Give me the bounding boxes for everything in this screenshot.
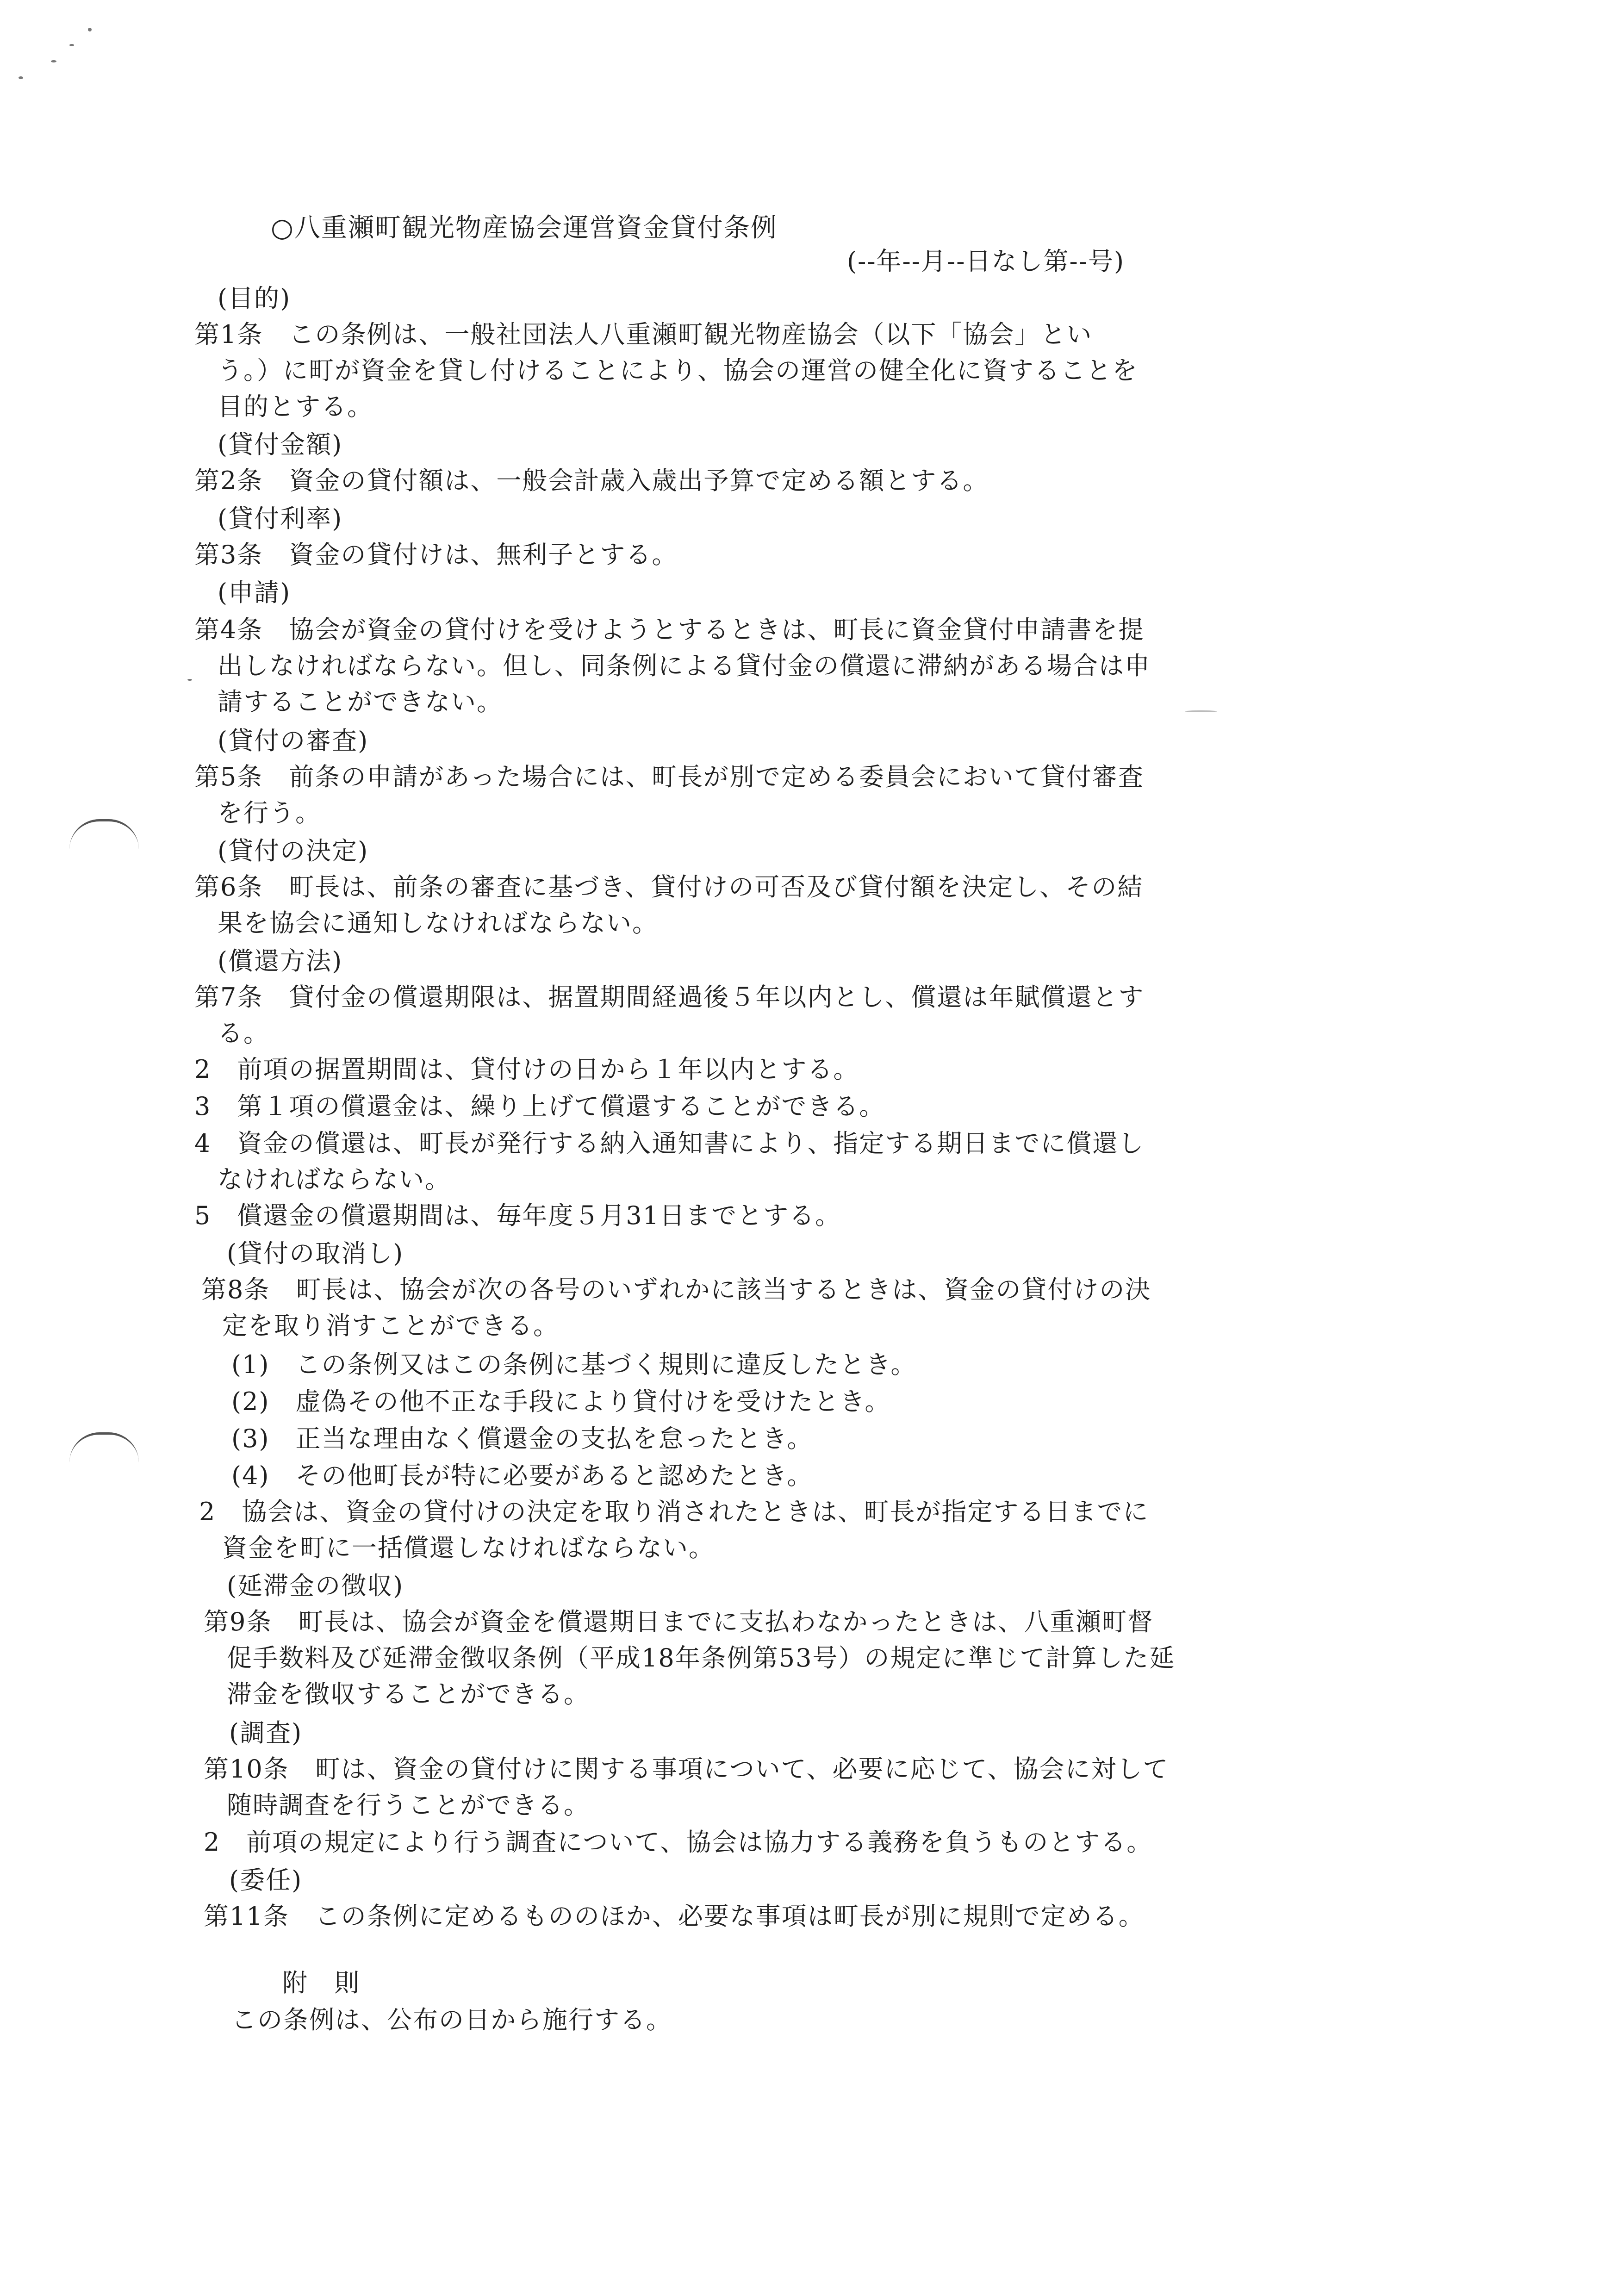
article-7-para-4-line-1: 4 資金の償還は、町長が発行する納入通知書により、指定する期日までに償還し bbox=[194, 1129, 1145, 1158]
scan-speck bbox=[19, 76, 23, 79]
article-9-line-1: 第9条 町長は、協会が資金を償還期日までに支払わなかったときは、八重瀬町督 bbox=[204, 1607, 1154, 1636]
article-1-line-2: う。）に町が資金を貸し付けることにより、協会の運営の健全化に資することを bbox=[218, 356, 1138, 385]
heading-loan-amount: (貸付金額) bbox=[218, 430, 343, 459]
binder-hole-bottom bbox=[69, 1432, 139, 1462]
article-5-line-1: 第5条 前条の申請があった場合には、町長が別で定める委員会において貸付審査 bbox=[194, 762, 1144, 791]
article-6-line-2: 果を協会に通知しなければならない。 bbox=[218, 908, 658, 938]
article-4-line-1: 第4条 協会が資金の貸付けを受けようとするときは、町長に資金貸付申請書を提 bbox=[194, 615, 1145, 644]
document-title: ○八重瀬町観光物産協会運営資金貸付条例 bbox=[271, 213, 778, 243]
supplementary-text: この条例は、公布の日から施行する。 bbox=[231, 2005, 672, 2034]
article-10-line-2: 随時調査を行うことができる。 bbox=[227, 1791, 590, 1820]
article-7-line-1: 第7条 貸付金の償還期限は、据置期間経過後５年以内とし、償還は年賦償還とす bbox=[194, 982, 1145, 1012]
heading-delegation: (委任) bbox=[229, 1865, 303, 1895]
heading-application: (申請) bbox=[218, 578, 291, 607]
article-8-item-1: (1) この条例又はこの条例に基づく規則に違反したとき。 bbox=[231, 1350, 917, 1379]
article-7-para-4-line-2: なければならない。 bbox=[218, 1165, 451, 1194]
heading-purpose: (目的) bbox=[218, 284, 291, 313]
article-8-line-1: 第8条 町長は、協会が次の各号のいずれかに該当するときは、資金の貸付けの決 bbox=[201, 1275, 1151, 1304]
article-7-line-2: る。 bbox=[218, 1019, 269, 1048]
article-4-line-2: 出しなければならない。但し、同条例による貸付金の償還に滞納がある場合は申 bbox=[218, 651, 1151, 680]
supplementary-heading: 附 則 bbox=[282, 1968, 360, 1997]
article-9-line-2: 促手数料及び延滞金徴収条例（平成18年条例第53号）の規定に準じて計算した延 bbox=[227, 1643, 1176, 1673]
article-10-para-2: 2 前項の規定により行う調査について、協会は協力する義務を負うものとする。 bbox=[204, 1828, 1153, 1857]
scan-speck bbox=[187, 679, 192, 681]
article-1-line-3: 目的とする。 bbox=[218, 392, 373, 421]
heading-repayment-method: (償還方法) bbox=[218, 946, 343, 976]
article-8-para-2-line-1: 2 協会は、資金の貸付けの決定を取り消されたときは、町長が指定する日までに bbox=[199, 1497, 1149, 1526]
article-7-para-3: 3 第１項の償還金は、繰り上げて償還することができる。 bbox=[194, 1092, 885, 1121]
enactment-info: (--年--月--日なし第--号) bbox=[847, 247, 1125, 276]
article-7-para-5: 5 償還金の償還期間は、毎年度５月31日までとする。 bbox=[194, 1201, 841, 1230]
article-5-line-2: を行う。 bbox=[218, 798, 321, 827]
article-8-line-2: 定を取り消すことができる。 bbox=[222, 1311, 559, 1340]
article-8-para-2-line-2: 資金を町に一括償還しなければならない。 bbox=[222, 1533, 715, 1562]
scan-speck bbox=[51, 60, 56, 62]
heading-late-fee-collection: (延滞金の徴収) bbox=[227, 1571, 404, 1600]
heading-loan-cancellation: (貸付の取消し) bbox=[227, 1239, 404, 1268]
article-1-line-1: 第1条 この条例は、一般社団法人八重瀬町観光物産協会（以下「協会」とい bbox=[194, 320, 1093, 349]
article-7-para-2: 2 前項の据置期間は、貸付けの日から１年以内とする。 bbox=[194, 1055, 859, 1084]
heading-loan-decision: (貸付の決定) bbox=[218, 836, 369, 865]
article-3-line-1: 第3条 資金の貸付けは、無利子とする。 bbox=[194, 540, 678, 569]
article-8-item-2: (2) 虚偽その他不正な手段により貸付けを受けたとき。 bbox=[231, 1387, 891, 1416]
article-11-line-1: 第11条 この条例に定めるもののほか、必要な事項は町長が別に規則で定める。 bbox=[204, 1902, 1145, 1931]
heading-interest-rate: (貸付利率) bbox=[218, 504, 343, 533]
article-2-line-1: 第2条 資金の貸付額は、一般会計歳入歳出予算で定める額とする。 bbox=[194, 466, 989, 495]
article-10-line-1: 第10条 町は、資金の貸付けに関する事項について、必要に応じて、協会に対して bbox=[204, 1754, 1169, 1784]
article-8-item-4: (4) その他町長が特に必要があると認めたとき。 bbox=[231, 1461, 813, 1490]
article-4-line-3: 請することができない。 bbox=[218, 687, 503, 716]
scan-speck bbox=[1185, 710, 1217, 712]
article-8-item-3: (3) 正当な理由なく償還金の支払を怠ったとき。 bbox=[231, 1424, 813, 1453]
binder-hole-top bbox=[69, 819, 139, 849]
article-9-line-3: 滞金を徴収することができる。 bbox=[227, 1679, 590, 1709]
heading-loan-review: (貸付の審査) bbox=[218, 726, 369, 755]
scan-speck bbox=[88, 28, 92, 31]
scan-speck bbox=[69, 44, 74, 46]
heading-investigation: (調査) bbox=[229, 1718, 303, 1747]
article-6-line-1: 第6条 町長は、前条の審査に基づき、貸付けの可否及び貸付額を決定し、その結 bbox=[194, 872, 1144, 902]
